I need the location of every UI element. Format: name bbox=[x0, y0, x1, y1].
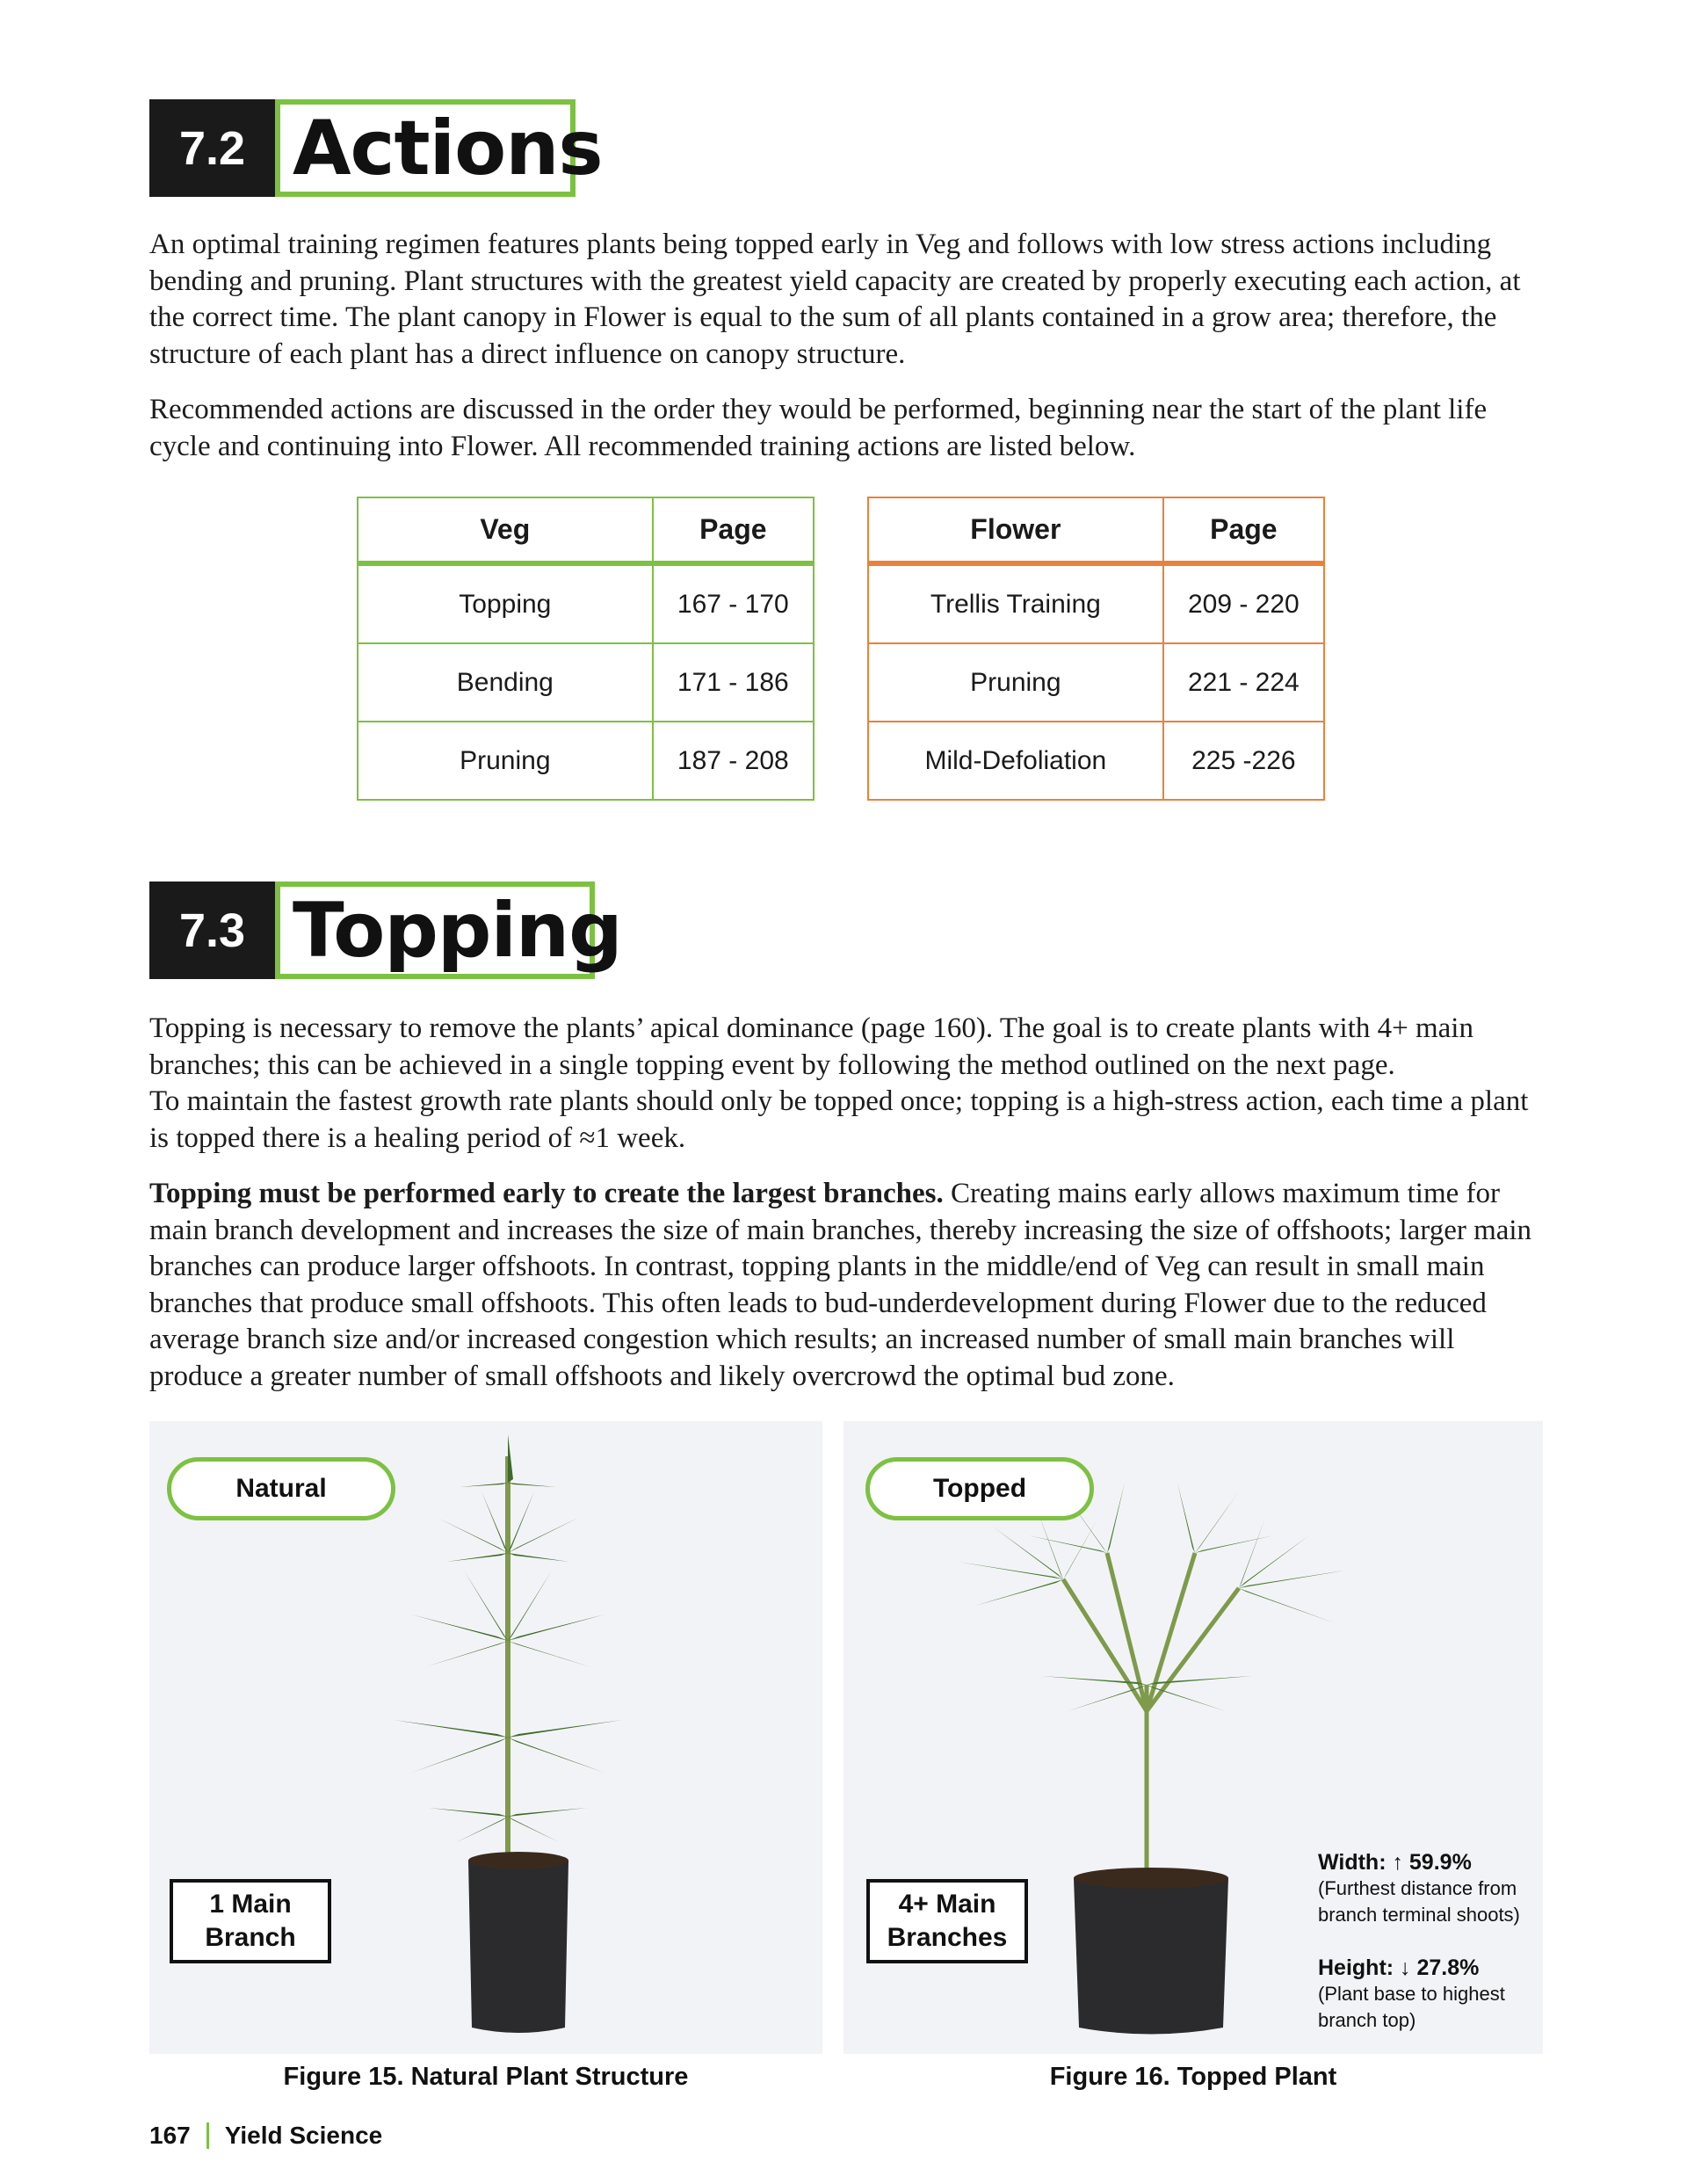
flower-action: Mild-Defoliation bbox=[868, 722, 1163, 800]
width-stat bbox=[1318, 1850, 1520, 1928]
table-row bbox=[868, 643, 1324, 722]
four-main-branches-label bbox=[866, 1879, 1028, 1963]
topped-label: Topped bbox=[865, 1457, 1094, 1520]
width-note-1: (Furthest distance from bbox=[1318, 1877, 1517, 1899]
actions-intro bbox=[149, 227, 1546, 465]
veg-actions-table bbox=[357, 497, 815, 801]
width-change: Width: ↑ 59.9% bbox=[1318, 1850, 1472, 1875]
veg-action: Topping bbox=[358, 563, 653, 643]
veg-page-header: Page bbox=[653, 497, 814, 563]
width-note-2: branch terminal shoots) bbox=[1318, 1904, 1520, 1926]
page-footer bbox=[149, 2122, 382, 2150]
table-row bbox=[358, 643, 814, 722]
branch-count-line-2: Branch bbox=[205, 1923, 296, 1952]
flower-action: Trellis Training bbox=[868, 563, 1163, 643]
flower-action: Pruning bbox=[868, 643, 1163, 722]
branch-count-line-1: 1 Main bbox=[209, 1890, 292, 1919]
veg-action: Pruning bbox=[358, 722, 653, 800]
table-row bbox=[358, 563, 814, 643]
table-row bbox=[358, 722, 814, 800]
topping-paragraph-2: To maintain the fastest growth rate plants should only be topped once; topping is a high-stress action, each time a plant is topped there is a healing period of ≈1 week. bbox=[149, 1085, 1529, 1154]
topping-paragraph-1: Topping is necessary to remove the plants’ apical dominance (page 160). The goal is to create plants with 4+ main branches; this can be achieved in a single topping event by following the method outlined on the next page. bbox=[149, 1012, 1473, 1081]
branch-count-line-1: 4+ Main bbox=[898, 1890, 996, 1919]
veg-page-range: 167 - 170 bbox=[653, 563, 814, 643]
footer-divider bbox=[206, 2122, 209, 2149]
actions-paragraph-1: An optimal training regimen features plants being topped early in Veg and follows with low stress actions including bending and pruning. Plant structures with the greatest yield capacity are created by properly executing each action, at the correct time. The plant canopy in Flower is equal to the sum of all plants contained in a grow area; therefore, the structure of each plant has a direct influence on canopy structure. bbox=[149, 229, 1521, 370]
figure-15-caption: Figure 15. Natural Plant Structure bbox=[283, 2063, 689, 2091]
section-number-7-3: 7.3 bbox=[149, 882, 275, 979]
height-note-1: (Plant base to highest bbox=[1318, 1983, 1505, 2005]
figure-16-caption: Figure 16. Topped Plant bbox=[1049, 2063, 1337, 2091]
book-title: Yield Science bbox=[224, 2122, 383, 2149]
flower-actions-table bbox=[867, 497, 1325, 801]
height-note-2: branch top) bbox=[1318, 2009, 1416, 2031]
topping-paragraph-3 bbox=[149, 1176, 1546, 1395]
section-number-7-2: 7.2 bbox=[149, 99, 275, 197]
section-title-topping: Topping bbox=[275, 882, 595, 979]
table-row bbox=[868, 722, 1324, 800]
section-title-actions: Actions bbox=[275, 99, 576, 197]
veg-action: Bending bbox=[358, 643, 653, 722]
veg-page-range: 171 - 186 bbox=[653, 643, 814, 722]
topping-emphasis: Topping must be performed early to create the largest branches. bbox=[149, 1178, 944, 1209]
veg-header: Veg bbox=[358, 497, 653, 563]
natural-label: Natural bbox=[167, 1457, 395, 1520]
branch-count-line-2: Branches bbox=[887, 1923, 1008, 1952]
flower-page-range: 225 -226 bbox=[1163, 722, 1324, 800]
table-row bbox=[868, 563, 1324, 643]
flower-page-range: 221 - 224 bbox=[1163, 643, 1324, 722]
flower-header: Flower bbox=[868, 497, 1163, 563]
page-number: 167 bbox=[149, 2122, 191, 2149]
height-change: Height: ↓ 27.8% bbox=[1318, 1955, 1480, 1980]
actions-paragraph-2: Recommended actions are discussed in the order they would be performed, beginning near the start of the plant life cycle and continuing into Flower. All recommended training actions are listed below. bbox=[149, 394, 1488, 462]
veg-page-range: 187 - 208 bbox=[653, 722, 814, 800]
flower-page-range: 209 - 220 bbox=[1163, 563, 1324, 643]
one-main-branch-label bbox=[170, 1879, 331, 1963]
flower-page-header: Page bbox=[1163, 497, 1324, 563]
topping-body bbox=[149, 1011, 1546, 1395]
topping-paragraph-3-text: Creating mains early allows maximum time for main branch development and increases the size of main branches, thereby increasing the size of offshoots; larger main branches can produce larger offshoots. In contrast, topping plants in the middle/end of Veg can result in small main branches that produce small offshoots. This often leads to bud-underdevelopment during Flower due to the reduced average branch size and/or increased congestion which results; an increased number of small main branches will produce a greater number of small offshoots and likely overcrowd the optimal bud zone. bbox=[149, 1178, 1532, 1392]
height-stat bbox=[1318, 1955, 1505, 2034]
